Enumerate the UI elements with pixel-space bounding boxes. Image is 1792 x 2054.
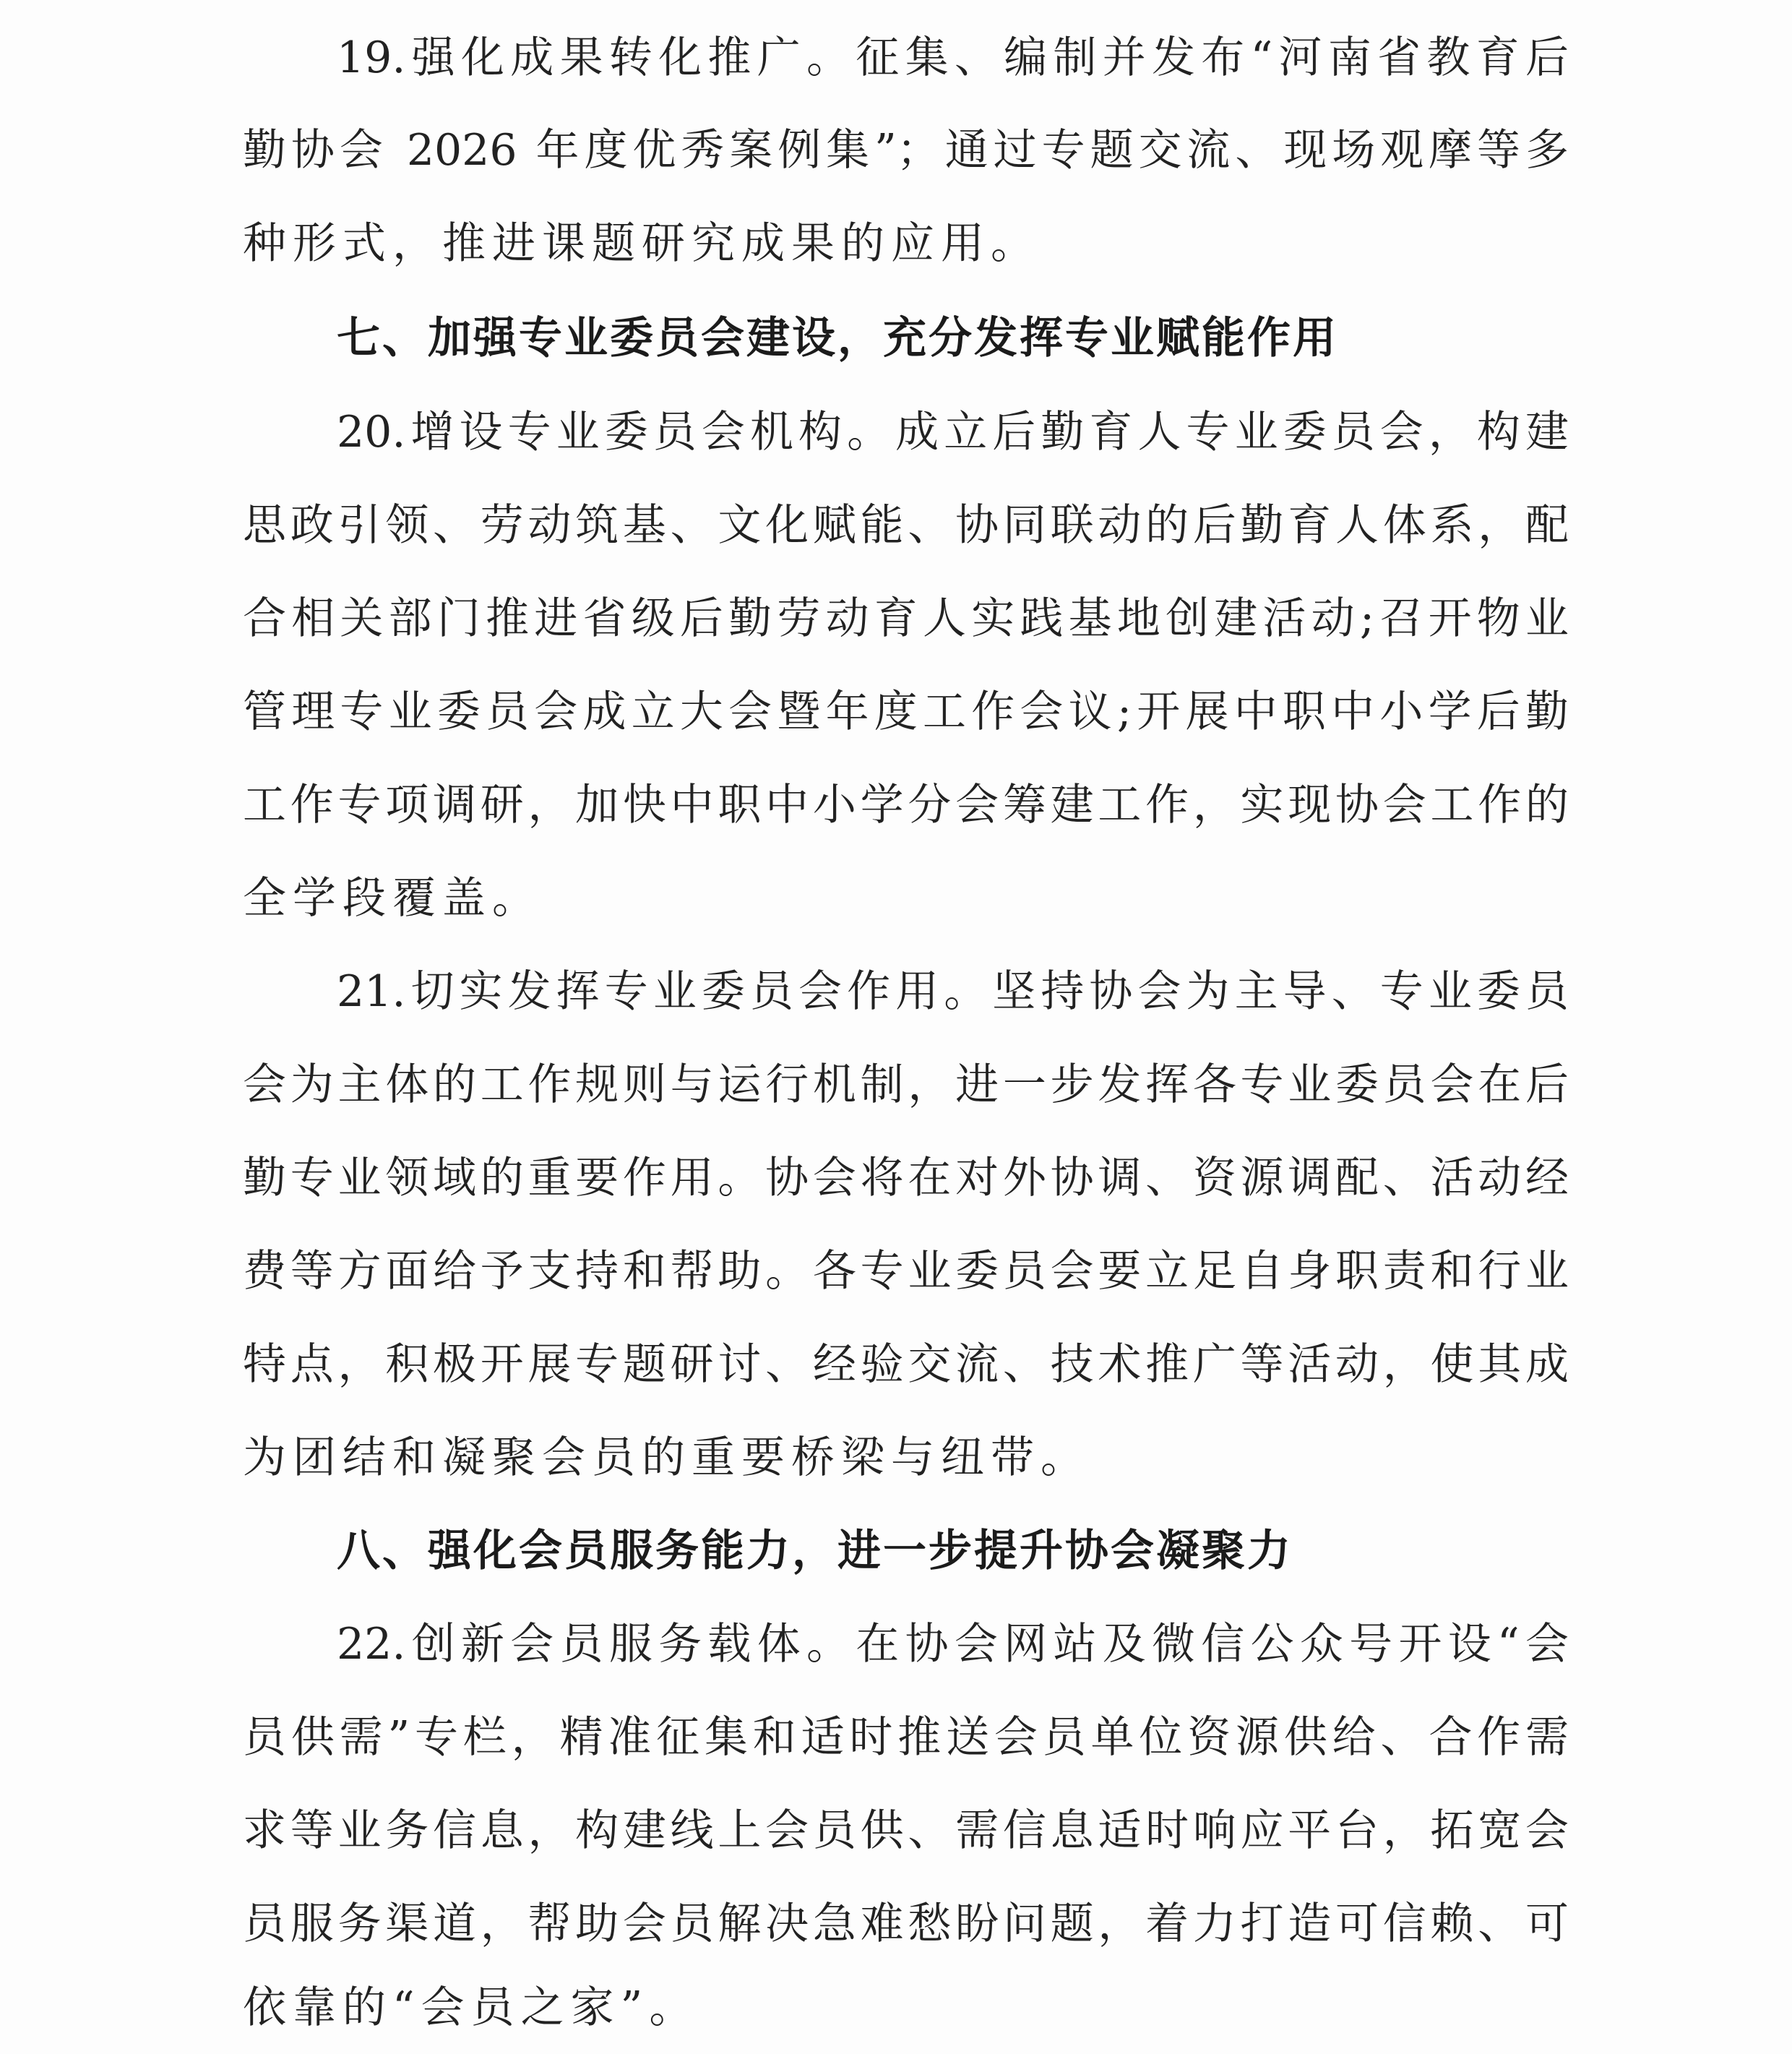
item-20-line-6: 全学段覆盖。	[243, 873, 542, 924]
item-21-line-5: 特点，积极开展专题研讨、经验交流、技术推广等活动，使其成	[243, 1339, 1569, 1390]
item-20-line-2: 思政引领、劳动筑基、文化赋能、协同联动的后勤育人体系，配	[243, 500, 1569, 551]
item-20-line-3: 合相关部门推进省级后勤劳动育人实践基地创建活动;召开物业	[243, 593, 1569, 644]
item-22-line-5: 依靠的“会员之家”。	[243, 1982, 699, 2033]
item-22-line-4: 员服务渠道，帮助会员解决急难愁盼问题，着力打造可信赖、可	[243, 1899, 1569, 1949]
item-20-line-1: 20.增设专业委员会机构。成立后勤育人专业委员会，构建	[337, 407, 1569, 457]
item-22-line-2: 员供需”专栏，精准征集和适时推送会员单位资源供给、合作需	[243, 1712, 1569, 1763]
item-21-line-2: 会为主体的工作规则与运行机制，进一步发挥各专业委员会在后	[243, 1060, 1569, 1110]
item-22-line-3: 求等业务信息，构建线上会员供、需信息适时响应平台，拓宽会	[243, 1805, 1569, 1856]
item-21-line-4: 费等方面给予支持和帮助。各专业委员会要立足自身职责和行业	[243, 1246, 1569, 1297]
section-7-heading: 七、加强专业委员会建设，充分发挥专业赋能作用	[337, 313, 1338, 364]
item-22-line-1: 22.创新会员服务载体。在协会网站及微信公众号开设“会	[337, 1619, 1569, 1670]
item-19-line-3: 种形式，推进课题研究成果的应用。	[243, 218, 1041, 269]
item-20-line-4: 管理专业委员会成立大会暨年度工作会议;开展中职中小学后勤	[243, 687, 1569, 737]
section-8-heading: 八、强化会员服务能力，进一步提升协会凝聚力	[337, 1526, 1293, 1576]
item-20-line-5: 工作专项调研，加快中职中小学分会筹建工作，实现协会工作的	[243, 780, 1569, 830]
item-21-line-1: 21.切实发挥专业委员会作用。坚持协会为主导、专业委员	[337, 966, 1569, 1017]
item-21-line-6: 为团结和凝聚会员的重要桥梁与纽带。	[243, 1432, 1090, 1483]
item-21-line-3: 勤专业领域的重要作用。协会将在对外协调、资源调配、活动经	[243, 1153, 1569, 1203]
item-19-line-1: 19.强化成果转化推广。征集、编制并发布“河南省教育后	[337, 33, 1569, 83]
item-19-line-2: 勤协会 2026 年度优秀案例集”；通过专题交流、现场观摩等多	[243, 125, 1569, 176]
